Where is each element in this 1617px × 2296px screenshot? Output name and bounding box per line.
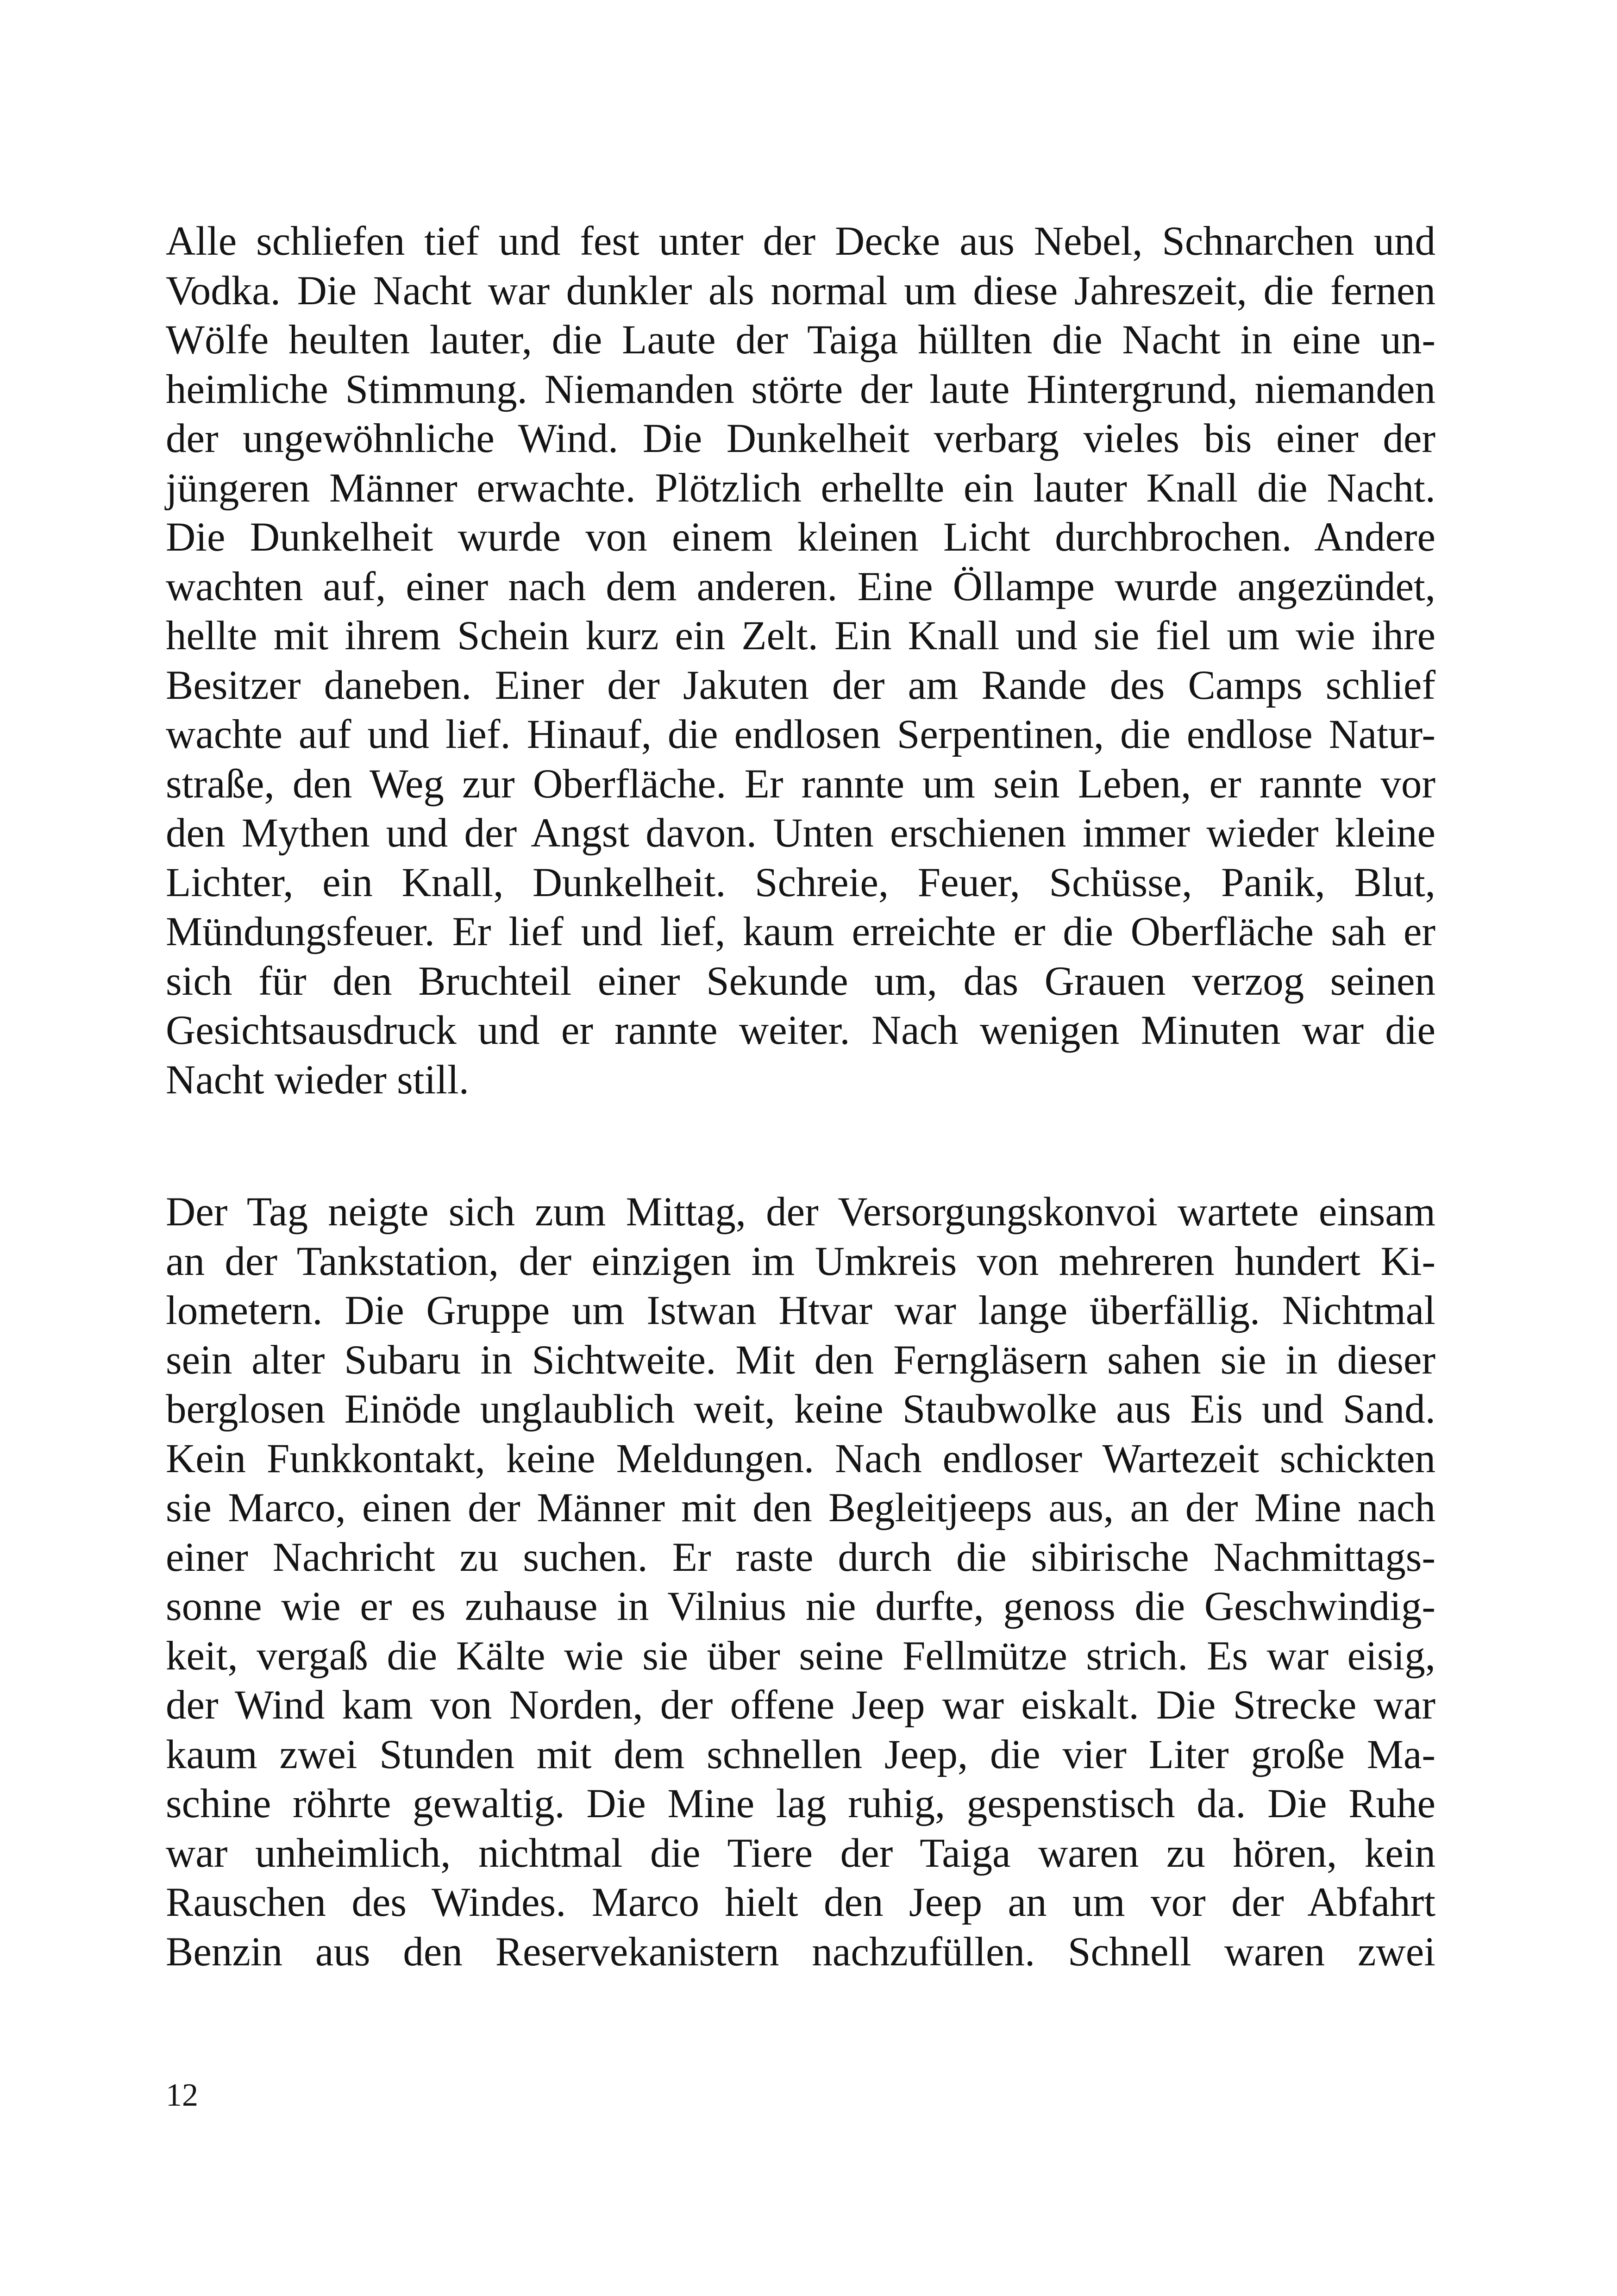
text-line: einer Nachricht zu suchen. Er raste durch die sibirische Nachmittags- [166, 1534, 1435, 1580]
page-number: 12 [166, 2077, 198, 2113]
text-line: sie Marco, einen der Männer mit den Begleitjeeps aus, an der Mine nach [166, 1485, 1435, 1531]
text-line: Gesichtsausdruck und er rannte weiter. Nach wenigen Minuten war die [166, 1008, 1435, 1053]
text-line: wachten auf, einer nach dem anderen. Eine Öllampe wurde angezündet, [166, 564, 1435, 609]
text-line: schine röhrte gewaltig. Die Mine lag ruhig, gespenstisch da. Die Ruhe [166, 1781, 1435, 1826]
text-line: straße, den Weg zur Oberfläche. Er rannte um sein Leben, er rannte vor [166, 761, 1435, 807]
text-line: an der Tankstation, der einzigen im Umkreis von mehreren hundert Ki- [166, 1238, 1435, 1284]
text-line: lometern. Die Gruppe um Istwan Htvar war lange überfällig. Nichtmal [166, 1288, 1435, 1333]
text-line: Der Tag neigte sich zum Mittag, der Versorgungskonvoi wartete einsam [166, 1189, 1435, 1235]
text-line: jüngeren Männer erwachte. Plötzlich erhellte ein lauter Knall die Nacht. [166, 465, 1435, 511]
text-line: Vodka. Die Nacht war dunkler als normal um diese Jahreszeit, die fernen [166, 268, 1435, 314]
text-line: berglosen Einöde unglaublich weit, keine Staubwolke aus Eis und Sand. [166, 1386, 1435, 1432]
text-line: Benzin aus den Reservekanistern nachzufüllen. Schnell waren zwei [166, 1929, 1435, 1975]
text-line: der ungewöhnliche Wind. Die Dunkelheit verbarg vieles bis einer der [166, 416, 1435, 461]
text-line: der Wind kam von Norden, der offene Jeep war eiskalt. Die Strecke war [166, 1682, 1435, 1728]
paragraph-1 [166, 217, 1435, 1104]
text-line: Nacht wieder still. [166, 1057, 469, 1103]
text-line: sonne wie er es zuhause in Vilnius nie durfte, genoss die Geschwindig- [166, 1584, 1435, 1629]
text-line: Lichter, ein Knall, Dunkelheit. Schreie, Feuer, Schüsse, Panik, Blut, [166, 859, 1435, 905]
text-line: sich für den Bruchteil einer Sekunde um, das Grauen verzog seinen [166, 958, 1435, 1004]
text-line: Die Dunkelheit wurde von einem kleinen Licht durchbrochen. Andere [166, 514, 1435, 560]
text-line: heimliche Stimmung. Niemanden störte der laute Hintergrund, niemanden [166, 366, 1435, 412]
text-line: Rauschen des Windes. Marco hielt den Jeep an um vor der Abfahrt [166, 1880, 1435, 1925]
text-line: war unheimlich, nichtmal die Tiere der Taiga waren zu hören, kein [166, 1830, 1435, 1876]
paragraph-2 [166, 1187, 1435, 1976]
text-line: Wölfe heulten lauter, die Laute der Taiga hüllten die Nacht in eine un- [166, 317, 1435, 363]
text-line: wachte auf und lief. Hinauf, die endlosen Serpentinen, die endlose Natur- [166, 712, 1435, 757]
text-line: Kein Funkkontakt, keine Meldungen. Nach endloser Wartezeit schickten [166, 1436, 1435, 1481]
text-line: kaum zwei Stunden mit dem schnellen Jeep, die vier Liter große Ma- [166, 1731, 1435, 1777]
text-line: Alle schliefen tief und fest unter der Decke aus Nebel, Schnarchen und [166, 219, 1435, 264]
text-line: Besitzer daneben. Einer der Jakuten der am Rande des Camps schlief [166, 662, 1435, 708]
text-line: den Mythen und der Angst davon. Unten erschienen immer wieder kleine [166, 810, 1435, 856]
text-line: hellte mit ihrem Schein kurz ein Zelt. Ein Knall und sie fiel um wie ihre [166, 613, 1435, 659]
text-line: sein alter Subaru in Sichtweite. Mit den Ferngläsern sahen sie in dieser [166, 1337, 1435, 1383]
text-line: keit, vergaß die Kälte wie sie über seine Fellmütze strich. Es war eisig, [166, 1633, 1435, 1679]
text-line: Mündungsfeuer. Er lief und lief, kaum erreichte er die Oberfläche sah er [166, 909, 1435, 954]
